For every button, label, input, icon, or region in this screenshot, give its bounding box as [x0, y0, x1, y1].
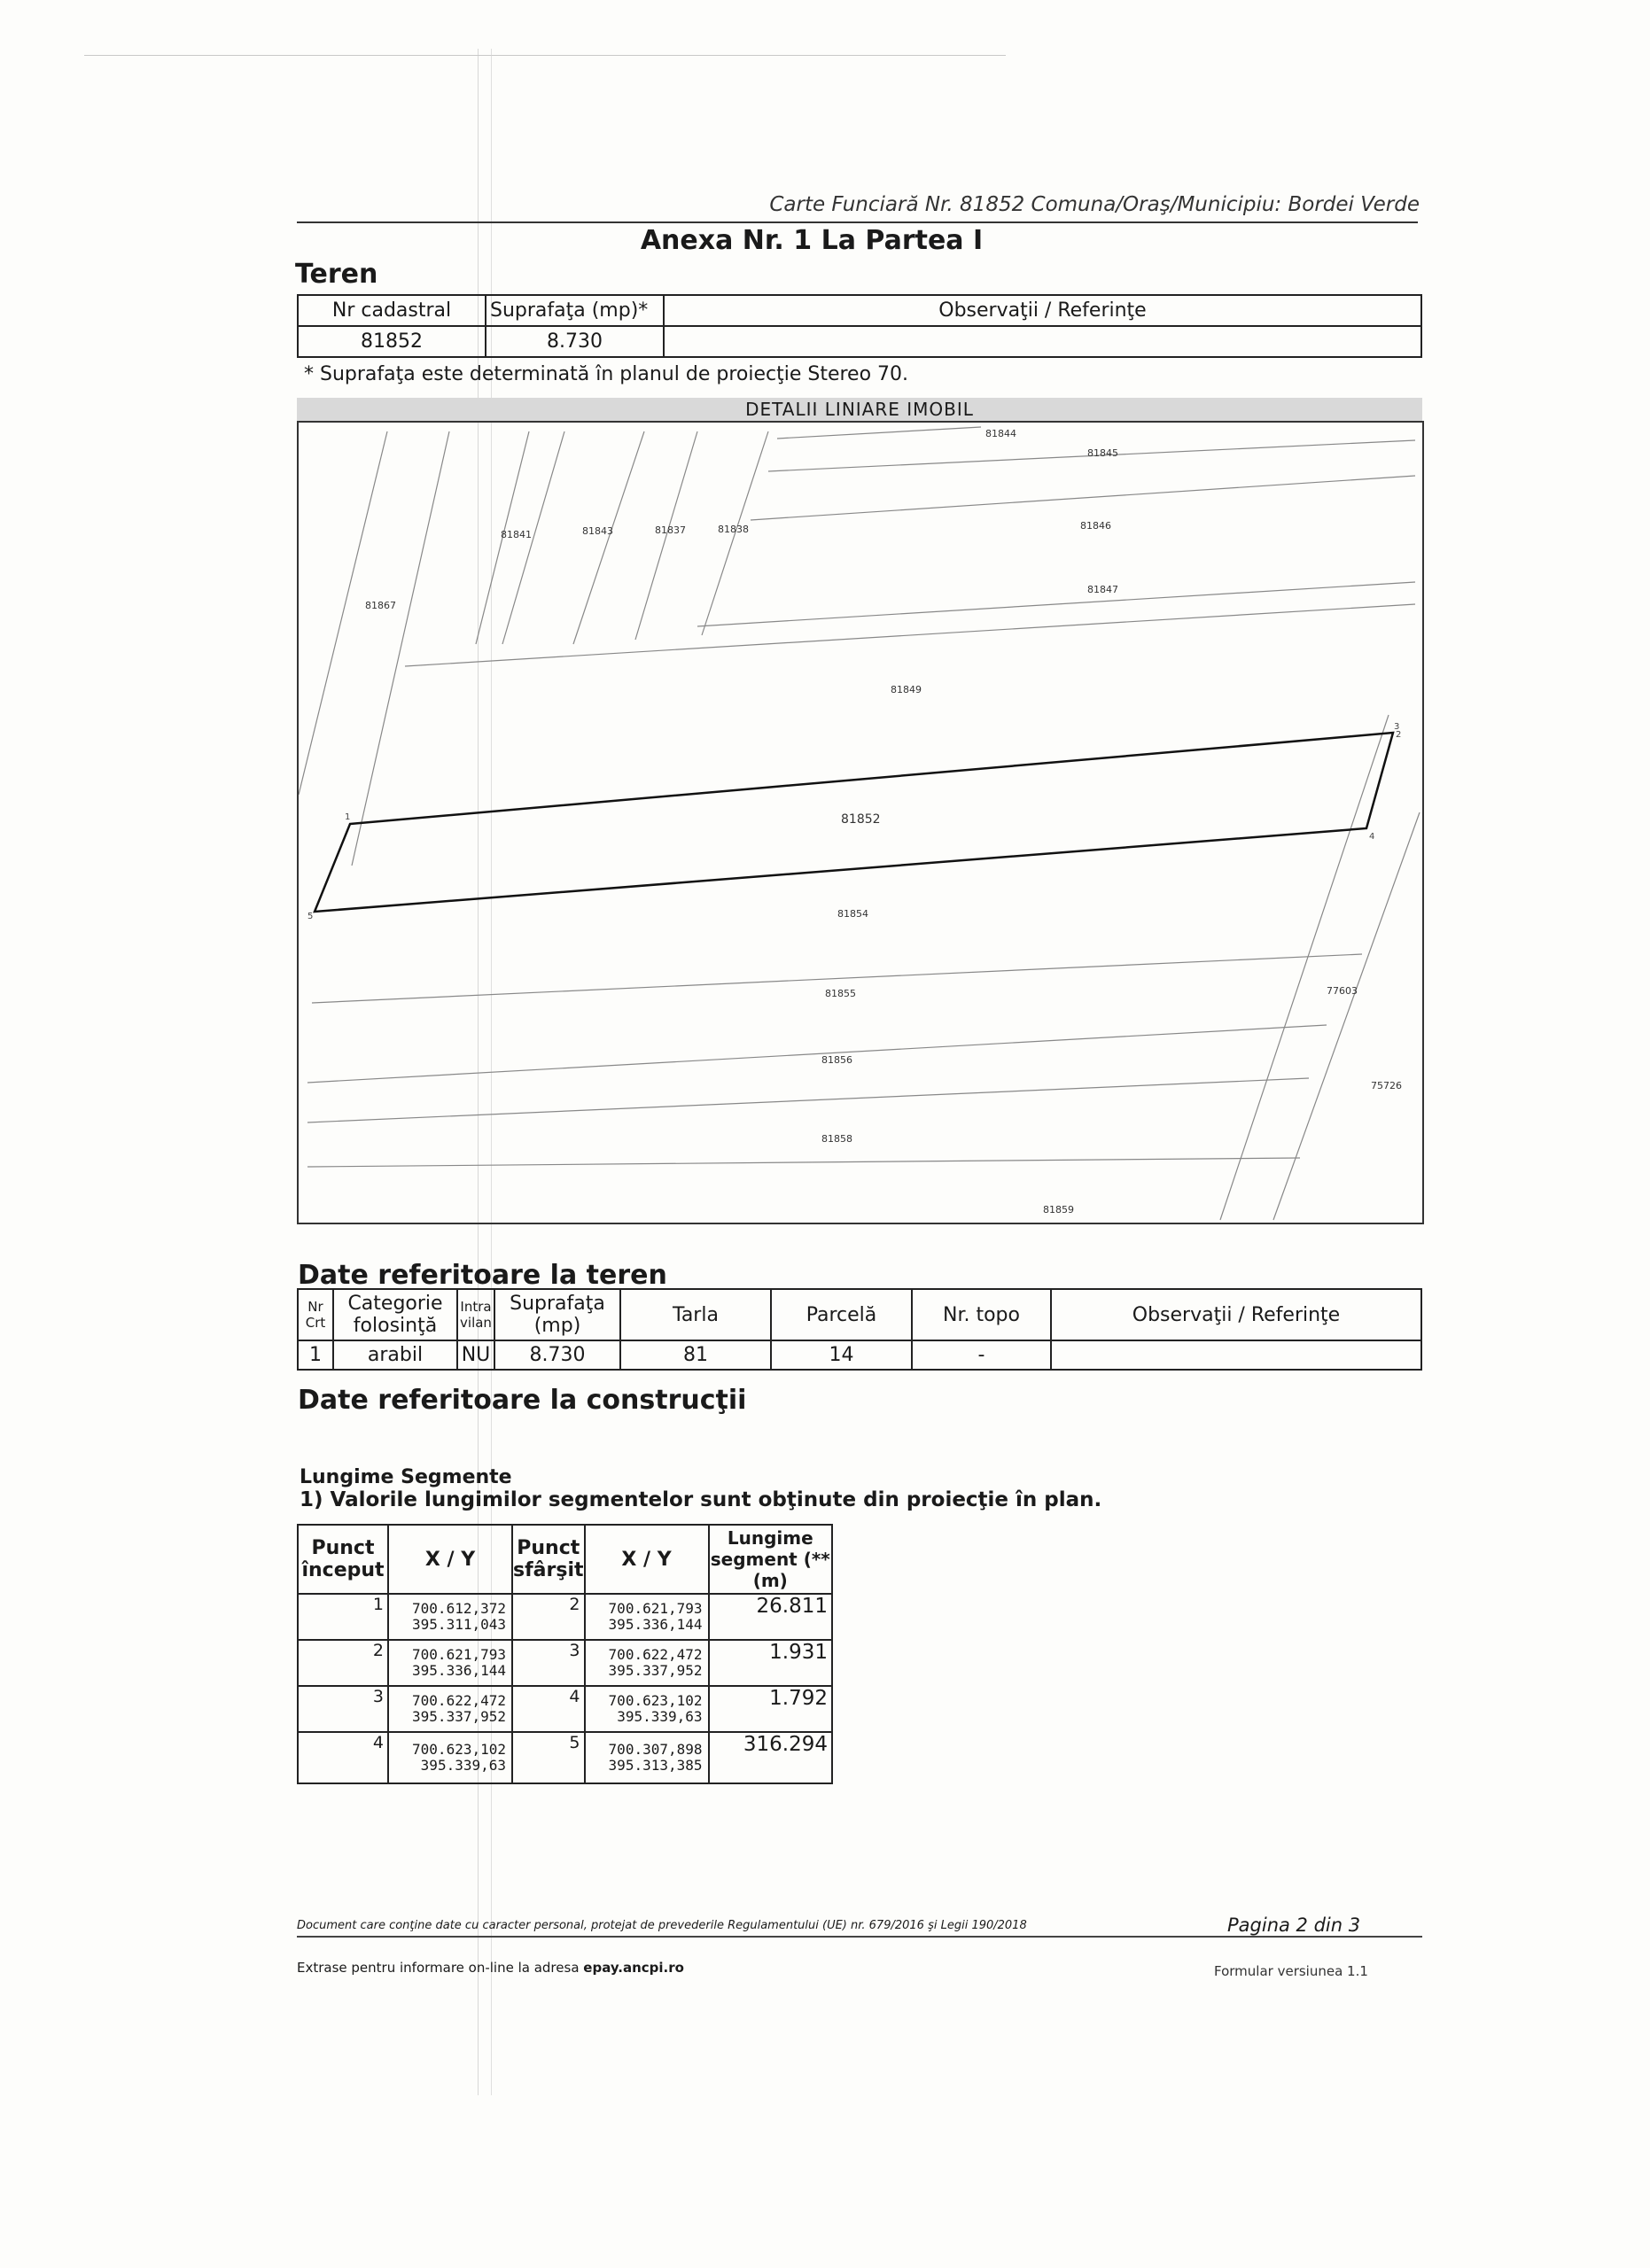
- table-row: [298, 1340, 1421, 1370]
- carte-funciara-header: Carte Funciară Nr. 81852 Comuna/Oraş/Municipiu: Bordei Verde: [769, 193, 1420, 216]
- start-x: 700.621,793: [412, 1646, 506, 1663]
- boundary-line: [299, 431, 387, 795]
- annex-title-text: Anexa Nr. 1 La Partea I: [640, 225, 984, 256]
- parcel-label: 81858: [821, 1133, 852, 1145]
- col-observatii: Observaţii / Referinţe: [1051, 1289, 1421, 1340]
- end-y: 395.337,952: [608, 1662, 703, 1679]
- cadastral-plan: [297, 421, 1424, 1224]
- end-x: 700.622,472: [608, 1646, 703, 1663]
- col-suprafata: Suprafaţa (mp): [494, 1289, 620, 1340]
- cell-length: 316.294: [709, 1732, 832, 1783]
- parcel-label: 75726: [1371, 1080, 1402, 1091]
- cell-nr-topo: -: [912, 1340, 1051, 1370]
- date-teren-table: [297, 1288, 1422, 1371]
- parcel-label: 81852: [841, 812, 881, 827]
- point-label: 1: [345, 812, 351, 822]
- cell-end-xy: [585, 1640, 709, 1686]
- cell-start-xy: [388, 1640, 512, 1686]
- col-tarla: Tarla: [620, 1289, 771, 1340]
- cell-suprafata: 8.730: [494, 1340, 620, 1370]
- page-number: Pagina 2 din 3: [1227, 1915, 1361, 1936]
- col-suprafata: Suprafaţa (mp)*: [486, 295, 664, 326]
- point-label: 3: [1394, 722, 1400, 732]
- point-label: 4: [1369, 832, 1375, 842]
- segmente-title: Lungime Segmente: [300, 1466, 512, 1488]
- parcel-label: 81847: [1087, 584, 1118, 595]
- table-row: [298, 1594, 832, 1640]
- col-punct-inceput: Punct început: [298, 1525, 388, 1594]
- cell-end-point: 3: [512, 1640, 585, 1686]
- col-xy-start: X / Y: [388, 1525, 512, 1594]
- end-x: 700.623,102: [608, 1692, 703, 1709]
- table-row: [298, 1732, 832, 1783]
- cell-observatii: [1051, 1340, 1421, 1370]
- start-x: 700.622,472: [412, 1692, 506, 1709]
- end-y: 395.339,63: [617, 1708, 703, 1725]
- table-header-row: [298, 295, 1421, 326]
- teren-table: [297, 294, 1422, 358]
- col-nr-topo: Nr. topo: [912, 1289, 1051, 1340]
- cell-start-point: 1: [298, 1594, 388, 1640]
- extract-prefix: Extrase pentru informare on-line la adresa: [297, 1960, 580, 1976]
- cell-nr-cadastral: 81852: [298, 326, 486, 357]
- cell-start-xy: [388, 1686, 512, 1732]
- col-categorie: Categorie folosinţă: [333, 1289, 457, 1340]
- parcel-label: 81845: [1087, 447, 1118, 459]
- extract-notice: [297, 1960, 684, 1976]
- col-punct-sfarsit: Punct sfârşit: [512, 1525, 585, 1594]
- boundary-line: [352, 431, 449, 866]
- col-lungime: Lungime segment (** (m): [709, 1525, 832, 1594]
- end-x: 700.621,793: [608, 1600, 703, 1617]
- boundary-line: [1220, 715, 1389, 1220]
- parcel-label: 81844: [985, 428, 1016, 439]
- segmente-note: 1) Valorile lungimilor segmentelor sunt obţinute din proiecţie în plan.: [300, 1488, 1102, 1511]
- cell-nr-crt: 1: [298, 1340, 333, 1370]
- constructii-section-title: Date referitoare la construcţii: [298, 1385, 747, 1416]
- col-nr-crt: Nr Crt: [298, 1289, 333, 1340]
- parcel-label: 81837: [655, 524, 686, 536]
- header-rule: [297, 221, 1418, 223]
- parcel-label: 81841: [501, 529, 532, 540]
- table-header-row: [298, 1289, 1421, 1340]
- table-row: [298, 326, 1421, 357]
- boundary-line: [777, 427, 981, 439]
- footer-rule: [297, 1936, 1422, 1938]
- cell-start-xy: [388, 1732, 512, 1783]
- boundary-line: [307, 1078, 1309, 1122]
- start-x: 700.623,102: [412, 1741, 506, 1758]
- table-row: [298, 1686, 832, 1732]
- boundary-line: [307, 1158, 1300, 1167]
- privacy-notice: Document care conţine date cu caracter personal, protejat de prevederile Regulamentului (UE) nr. 679/2016 şi Legii 190/2018: [297, 1919, 1027, 1932]
- col-nr-cadastral: Nr cadastral: [298, 295, 486, 326]
- table-row: [298, 1640, 832, 1686]
- suprafata-note: * Suprafaţa este determinată în planul de proiecţie Stereo 70.: [304, 363, 909, 385]
- end-y: 395.336,144: [608, 1616, 703, 1633]
- start-y: 395.337,952: [412, 1708, 506, 1725]
- boundary-line: [697, 582, 1415, 626]
- parcel-label: 81867: [365, 600, 396, 611]
- cell-start-point: 2: [298, 1640, 388, 1686]
- parcel-label: 81854: [837, 908, 868, 920]
- scan-top-line: [84, 55, 1006, 56]
- cell-parcela: 14: [771, 1340, 912, 1370]
- parcel-label: 81856: [821, 1054, 852, 1066]
- cell-end-point: 2: [512, 1594, 585, 1640]
- parcel-label: 81838: [718, 524, 749, 535]
- point-label: 2: [1396, 730, 1402, 740]
- boundary-line: [573, 431, 644, 644]
- cell-observatii: [664, 326, 1421, 357]
- boundary-line: [307, 1025, 1327, 1083]
- cell-tarla: 81: [620, 1340, 771, 1370]
- segmente-table: [297, 1524, 833, 1784]
- parcel-label: 81855: [825, 988, 856, 999]
- cell-categorie: arabil: [333, 1340, 457, 1370]
- boundary-line: [751, 476, 1415, 520]
- teren-section-title: Teren: [295, 259, 378, 290]
- start-y: 395.339,63: [420, 1757, 506, 1774]
- point-label: 5: [307, 912, 314, 921]
- cell-length: 1.792: [709, 1686, 832, 1732]
- boundary-line: [1273, 812, 1420, 1220]
- table-header-row: [298, 1525, 832, 1594]
- plan-title-bar: DETALII LINIARE IMOBIL: [297, 398, 1422, 421]
- parcel-label: 81846: [1080, 520, 1111, 532]
- cell-length: 26.811: [709, 1594, 832, 1640]
- parcel-label: 81843: [582, 525, 613, 537]
- end-x: 700.307,898: [608, 1741, 703, 1758]
- col-observatii: Observaţii / Referinţe: [664, 295, 1421, 326]
- form-version: Formular versiunea 1.1: [1214, 1963, 1368, 1979]
- cell-start-xy: [388, 1594, 512, 1640]
- cell-length: 1.931: [709, 1640, 832, 1686]
- cell-suprafata: 8.730: [486, 326, 664, 357]
- start-x: 700.612,372: [412, 1600, 506, 1617]
- extract-site-link[interactable]: epay.ancpi.ro: [583, 1960, 684, 1976]
- start-y: 395.336,144: [412, 1662, 506, 1679]
- col-intravilan: Intra vilan: [457, 1289, 494, 1340]
- date-teren-section-title: Date referitoare la teren: [298, 1260, 667, 1291]
- cell-end-point: 4: [512, 1686, 585, 1732]
- col-xy-end: X / Y: [585, 1525, 709, 1594]
- col-parcela: Parcelă: [771, 1289, 912, 1340]
- annex-title: [0, 225, 1650, 256]
- cell-end-xy: [585, 1594, 709, 1640]
- cell-start-point: 4: [298, 1732, 388, 1783]
- start-y: 395.311,043: [412, 1616, 506, 1633]
- parcel-label: 77603: [1327, 985, 1358, 997]
- parcel-label: 81849: [891, 684, 922, 695]
- cell-end-point: 5: [512, 1732, 585, 1783]
- plan-drawing: [299, 423, 1422, 1223]
- cell-intravilan: NU: [457, 1340, 494, 1370]
- parcel-label: 81859: [1043, 1204, 1074, 1216]
- end-y: 395.313,385: [608, 1757, 703, 1774]
- cell-end-xy: [585, 1732, 709, 1783]
- cell-end-xy: [585, 1686, 709, 1732]
- cell-start-point: 3: [298, 1686, 388, 1732]
